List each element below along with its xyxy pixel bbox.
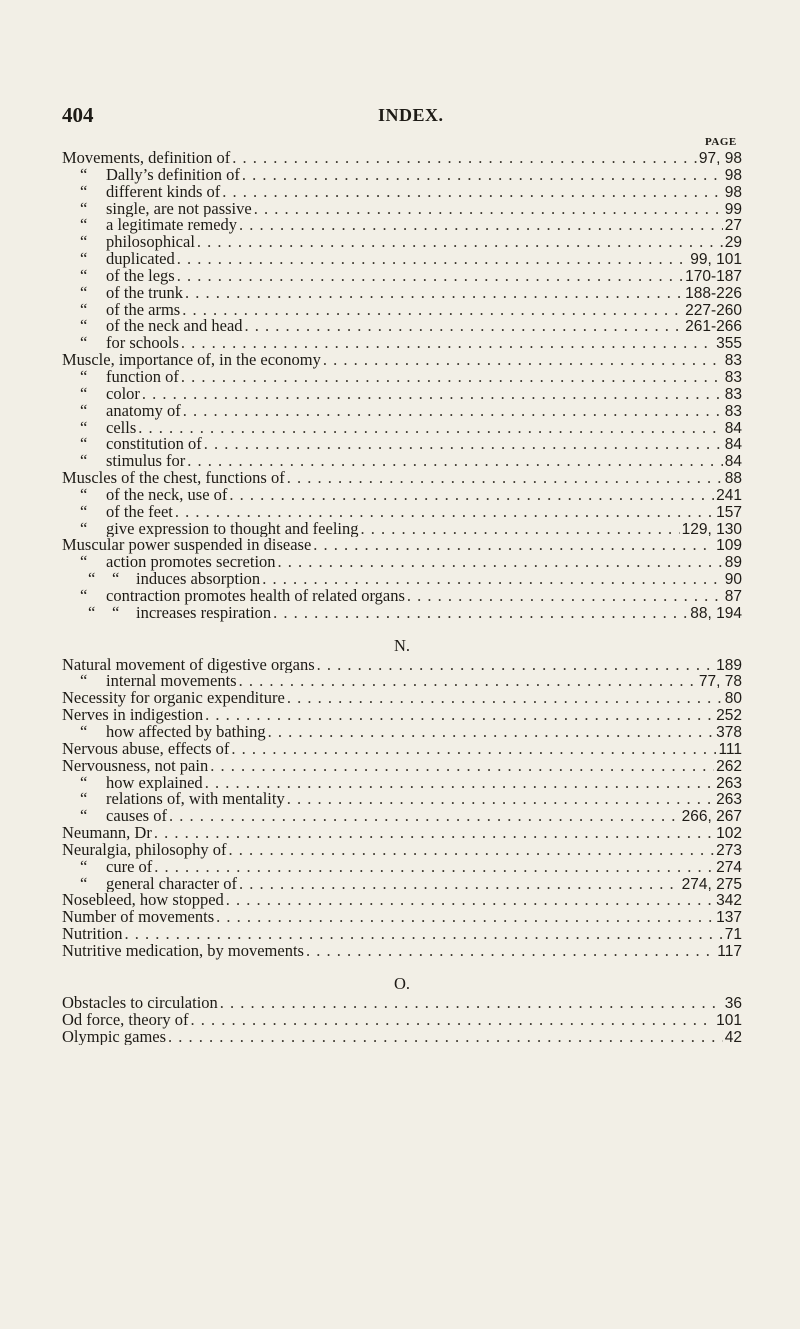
- index-entry: [62, 775, 742, 792]
- entry-label: induces absorption: [136, 571, 261, 588]
- entry-pages: 71: [724, 926, 742, 943]
- index-entry: [62, 859, 742, 876]
- ditto-mark: “: [80, 453, 88, 471]
- leader-dots: [407, 588, 723, 605]
- ditto-marks: [88, 605, 136, 622]
- entry-label: how explained: [106, 774, 203, 792]
- entry-label: Number of movements: [62, 909, 215, 927]
- index-entry: [62, 791, 742, 808]
- leader-dots: [204, 436, 723, 453]
- entry-label: of the feet: [106, 503, 173, 521]
- index-entry: [62, 876, 742, 893]
- index-entry: [62, 453, 742, 470]
- index-entry: [62, 285, 742, 302]
- ditto-mark: “: [80, 520, 88, 538]
- index-entry: [62, 470, 742, 487]
- index-entry: [62, 201, 742, 218]
- index-entry: [62, 521, 742, 538]
- index-entry: [62, 571, 742, 588]
- entry-pages: 97, 98: [698, 150, 742, 167]
- ditto-mark: “: [80, 301, 88, 319]
- ditto-mark: “: [80, 234, 88, 252]
- entry-pages: 99: [724, 200, 742, 218]
- entry-pages: 27: [724, 217, 742, 235]
- index-entry: [62, 537, 742, 554]
- entry-pages: 273: [716, 841, 742, 859]
- leader-dots: [273, 605, 688, 622]
- entry-pages: 117: [717, 942, 742, 960]
- ditto-mark: “: [80, 368, 88, 386]
- entry-label: philosophical: [106, 234, 195, 252]
- index-entry: [62, 318, 742, 335]
- index-entry: [62, 150, 742, 167]
- entry-label: stimulus for: [106, 453, 186, 471]
- entry-pages: 189: [716, 656, 742, 674]
- index-entry: [62, 167, 742, 184]
- entry-label: cure of: [106, 858, 153, 876]
- index-entry: [62, 1012, 742, 1029]
- ditto-mark: “: [80, 385, 88, 403]
- ditto-mark: “: [80, 402, 88, 420]
- entry-label: how affected by bathing: [106, 724, 266, 741]
- entry-label: of the arms: [106, 301, 181, 319]
- entry-pages: 355: [716, 335, 742, 353]
- entry-pages: 252: [716, 707, 742, 724]
- entry-pages: 263: [716, 774, 742, 792]
- running-title: INDEX.: [378, 105, 444, 125]
- leader-dots: [142, 386, 723, 403]
- leader-dots: [268, 724, 715, 741]
- entry-pages: 266, 267: [681, 808, 742, 826]
- entry-label: Muscles of the chest, functions of: [62, 470, 285, 487]
- leader-dots: [287, 791, 714, 808]
- entry-label: of the legs: [106, 267, 175, 285]
- leader-dots: [361, 521, 680, 538]
- entry-pages: 157: [716, 503, 742, 521]
- leader-dots: [181, 369, 723, 386]
- ditto-mark: “: [88, 604, 96, 622]
- entry-pages: 84: [724, 453, 742, 471]
- leader-dots: [323, 352, 723, 369]
- entry-pages: 77, 78: [698, 673, 742, 691]
- entry-label: single, are not passive: [106, 200, 252, 218]
- index-entry: [62, 741, 742, 758]
- entry-pages: 137: [716, 909, 742, 927]
- leader-dots: [245, 318, 684, 335]
- entry-label: Neuralgia, philosophy of: [62, 841, 227, 859]
- entry-pages: 83: [724, 352, 742, 369]
- index-entry: [62, 943, 742, 960]
- ditto-mark: “: [80, 486, 88, 504]
- leader-dots: [197, 234, 723, 251]
- leader-dots: [231, 741, 716, 758]
- entry-pages: 227-260: [685, 301, 742, 319]
- ditto-mark: “: [112, 571, 120, 588]
- leader-dots: [222, 184, 722, 201]
- ditto-mark: “: [80, 503, 88, 521]
- entry-pages: 378: [716, 724, 742, 741]
- ditto-mark: “: [80, 200, 88, 218]
- entry-pages: 98: [724, 166, 742, 184]
- page-column-label: PAGE: [705, 136, 737, 148]
- leader-dots: [287, 470, 723, 487]
- index-entry: [62, 926, 742, 943]
- entry-pages: 84: [724, 419, 742, 437]
- leader-dots: [182, 302, 683, 319]
- ditto-mark: “: [80, 436, 88, 454]
- entry-pages: 261-266: [685, 318, 742, 336]
- index-entry: [62, 504, 742, 521]
- ditto-mark: “: [80, 791, 88, 809]
- ditto-mark: “: [80, 875, 88, 893]
- entry-label: general character of: [106, 875, 237, 893]
- leader-dots: [181, 335, 714, 352]
- ditto-mark: “: [80, 858, 88, 876]
- entry-label: duplicated: [106, 251, 175, 268]
- ditto-mark: “: [80, 673, 88, 691]
- ditto-mark: “: [80, 808, 88, 826]
- index-entry: [62, 657, 742, 674]
- entry-pages: 88: [724, 470, 742, 487]
- leader-dots: [205, 707, 714, 724]
- leader-dots: [226, 892, 714, 909]
- ditto-mark: “: [80, 724, 88, 741]
- entry-label: Muscle, importance of, in the economy: [62, 352, 321, 369]
- entry-label: different kinds of: [106, 183, 221, 201]
- ditto-mark: “: [80, 217, 88, 235]
- leader-dots: [190, 1012, 714, 1029]
- leader-dots: [239, 217, 723, 234]
- index-entry: [62, 724, 742, 741]
- index-entry: [62, 605, 742, 622]
- entry-pages: 36: [724, 994, 742, 1012]
- entry-label: of the neck and head: [106, 318, 243, 336]
- ditto-mark: “: [80, 554, 88, 572]
- entry-label: give expression to thought and feeling: [106, 520, 359, 538]
- entry-label: Dally’s definition of: [106, 166, 240, 184]
- section-letter: O.: [393, 973, 411, 993]
- entry-pages: 80: [724, 690, 742, 708]
- index-entry: [62, 842, 742, 859]
- index-entry: [62, 909, 742, 926]
- entry-pages: 170-187: [685, 267, 742, 285]
- entry-pages: 99, 101: [690, 251, 742, 268]
- entry-label: Nosebleed, how stopped: [62, 892, 224, 910]
- entry-label: a legitimate remedy: [106, 217, 238, 235]
- leader-dots: [216, 909, 714, 926]
- leader-dots: [138, 420, 723, 437]
- entry-pages: 42: [724, 1028, 742, 1046]
- leader-dots: [125, 926, 723, 943]
- entry-pages: 129, 130: [681, 520, 742, 538]
- leader-dots: [210, 758, 714, 775]
- index-entry: [62, 335, 742, 352]
- page-number: 404: [62, 103, 94, 127]
- index-entry: [62, 588, 742, 605]
- entry-label: Nerves in indigestion: [62, 707, 204, 724]
- leader-dots: [232, 150, 697, 167]
- entry-label: contraction promotes health of related organs: [106, 587, 405, 605]
- entry-pages: 83: [724, 385, 742, 403]
- entry-label: Nervous abuse, effects of: [62, 740, 230, 758]
- entry-label: internal movements: [106, 673, 237, 691]
- entry-label: anatomy of: [106, 402, 181, 420]
- ditto-mark: “: [80, 318, 88, 336]
- index-entry: [62, 369, 742, 386]
- entry-pages: 102: [716, 825, 742, 842]
- entry-pages: 87: [724, 587, 742, 605]
- entry-label: Obstacles to circulation: [62, 994, 218, 1012]
- leader-dots: [185, 285, 683, 302]
- section-letter: N.: [393, 635, 411, 655]
- leader-dots: [254, 201, 723, 218]
- leader-dots: [317, 657, 714, 674]
- leader-dots: [177, 251, 689, 268]
- leader-dots: [287, 690, 723, 707]
- entry-pages: 90: [724, 571, 742, 588]
- ditto-mark: “: [88, 571, 96, 588]
- entry-label: Necessity for organic expenditure: [62, 690, 285, 708]
- entry-label: Natural movement of digestive organs: [62, 656, 315, 674]
- index-entry: [62, 487, 742, 504]
- entry-pages: 29: [724, 234, 742, 252]
- leader-dots: [313, 537, 714, 554]
- index-entry: [62, 892, 742, 909]
- entry-label: of the trunk: [106, 284, 183, 302]
- leader-dots: [154, 859, 714, 876]
- entry-pages: 83: [724, 402, 742, 420]
- leader-dots: [168, 1029, 723, 1046]
- leader-dots: [187, 453, 722, 470]
- entry-label: for schools: [106, 335, 179, 353]
- entry-label: relations of, with mentality: [106, 791, 285, 809]
- entry-label: of the neck, use of: [106, 486, 228, 504]
- entry-label: cells: [106, 419, 137, 437]
- entry-label: Neumann, Dr: [62, 825, 152, 842]
- leader-dots: [220, 995, 723, 1012]
- ditto-mark: “: [80, 166, 88, 184]
- entry-pages: 111: [718, 740, 742, 758]
- index-entry: [62, 386, 742, 403]
- index-entry: [62, 403, 742, 420]
- index-entry: [62, 995, 742, 1012]
- ditto-mark: “: [80, 183, 88, 201]
- index-entry: [62, 808, 742, 825]
- entry-label: action promotes secretion: [106, 554, 276, 572]
- leader-dots: [154, 825, 714, 842]
- leader-dots: [183, 403, 723, 420]
- index-entry: [62, 673, 742, 690]
- index-entry: [62, 268, 742, 285]
- index-entry: [62, 554, 742, 571]
- entry-pages: 241: [716, 486, 742, 504]
- entry-pages: 101: [716, 1011, 742, 1029]
- index-entry: [62, 217, 742, 234]
- entry-pages: 84: [724, 436, 742, 454]
- entry-pages: 262: [716, 757, 742, 775]
- leader-dots: [229, 487, 714, 504]
- page-header: [62, 103, 780, 133]
- entry-pages: 263: [716, 791, 742, 809]
- entry-label: increases respiration: [136, 604, 272, 622]
- index-entry: [62, 758, 742, 775]
- leader-dots: [278, 554, 723, 571]
- entry-label: Od force, theory of: [62, 1011, 189, 1029]
- entry-label: Nervousness, not pain: [62, 757, 209, 775]
- ditto-mark: “: [80, 284, 88, 302]
- index-entry: [62, 420, 742, 437]
- index-entry: [62, 825, 742, 842]
- index-entry: [62, 251, 742, 268]
- entry-label: color: [106, 385, 140, 403]
- entry-label: Olympic games: [62, 1028, 167, 1046]
- index-entry: [62, 690, 742, 707]
- entry-label: causes of: [106, 808, 167, 826]
- entry-pages: 89: [724, 554, 742, 572]
- leader-dots: [239, 673, 697, 690]
- index-entry: [62, 436, 742, 453]
- entry-label: Movements, definition of: [62, 150, 231, 167]
- index-entry: [62, 302, 742, 319]
- ditto-mark: “: [80, 419, 88, 437]
- index-entry: [62, 707, 742, 724]
- leader-dots: [242, 167, 723, 184]
- entry-pages: 88, 194: [690, 604, 742, 622]
- entry-pages: 342: [716, 892, 742, 910]
- entry-pages: 98: [724, 183, 742, 201]
- entry-pages: 274: [716, 858, 742, 876]
- ditto-mark: “: [80, 267, 88, 285]
- leader-dots: [169, 808, 680, 825]
- entry-label: Nutrition: [62, 926, 123, 943]
- ditto-mark: “: [80, 587, 88, 605]
- entry-pages: 83: [724, 368, 742, 386]
- leader-dots: [229, 842, 715, 859]
- ditto-mark: “: [112, 604, 120, 622]
- index-list: [62, 150, 742, 1045]
- leader-dots: [239, 876, 680, 893]
- entry-label: Muscular power suspended in disease: [62, 537, 312, 555]
- index-entry: [62, 1029, 742, 1046]
- entry-pages: 109: [716, 537, 742, 555]
- entry-label: function of: [106, 368, 179, 386]
- index-entry: [62, 184, 742, 201]
- leader-dots: [306, 943, 715, 960]
- leader-dots: [205, 775, 714, 792]
- ditto-mark: “: [80, 774, 88, 792]
- index-entry: [62, 234, 742, 251]
- leader-dots: [175, 504, 714, 521]
- entry-pages: 188-226: [685, 284, 742, 302]
- ditto-mark: “: [80, 335, 88, 353]
- ditto-mark: “: [80, 251, 88, 268]
- entry-pages: 274, 275: [681, 875, 742, 893]
- entry-label: constitution of: [106, 436, 202, 454]
- leader-dots: [177, 268, 683, 285]
- ditto-marks: [88, 571, 136, 588]
- entry-label: Nutritive medication, by movements: [62, 942, 304, 960]
- leader-dots: [262, 571, 723, 588]
- index-entry: [62, 352, 742, 369]
